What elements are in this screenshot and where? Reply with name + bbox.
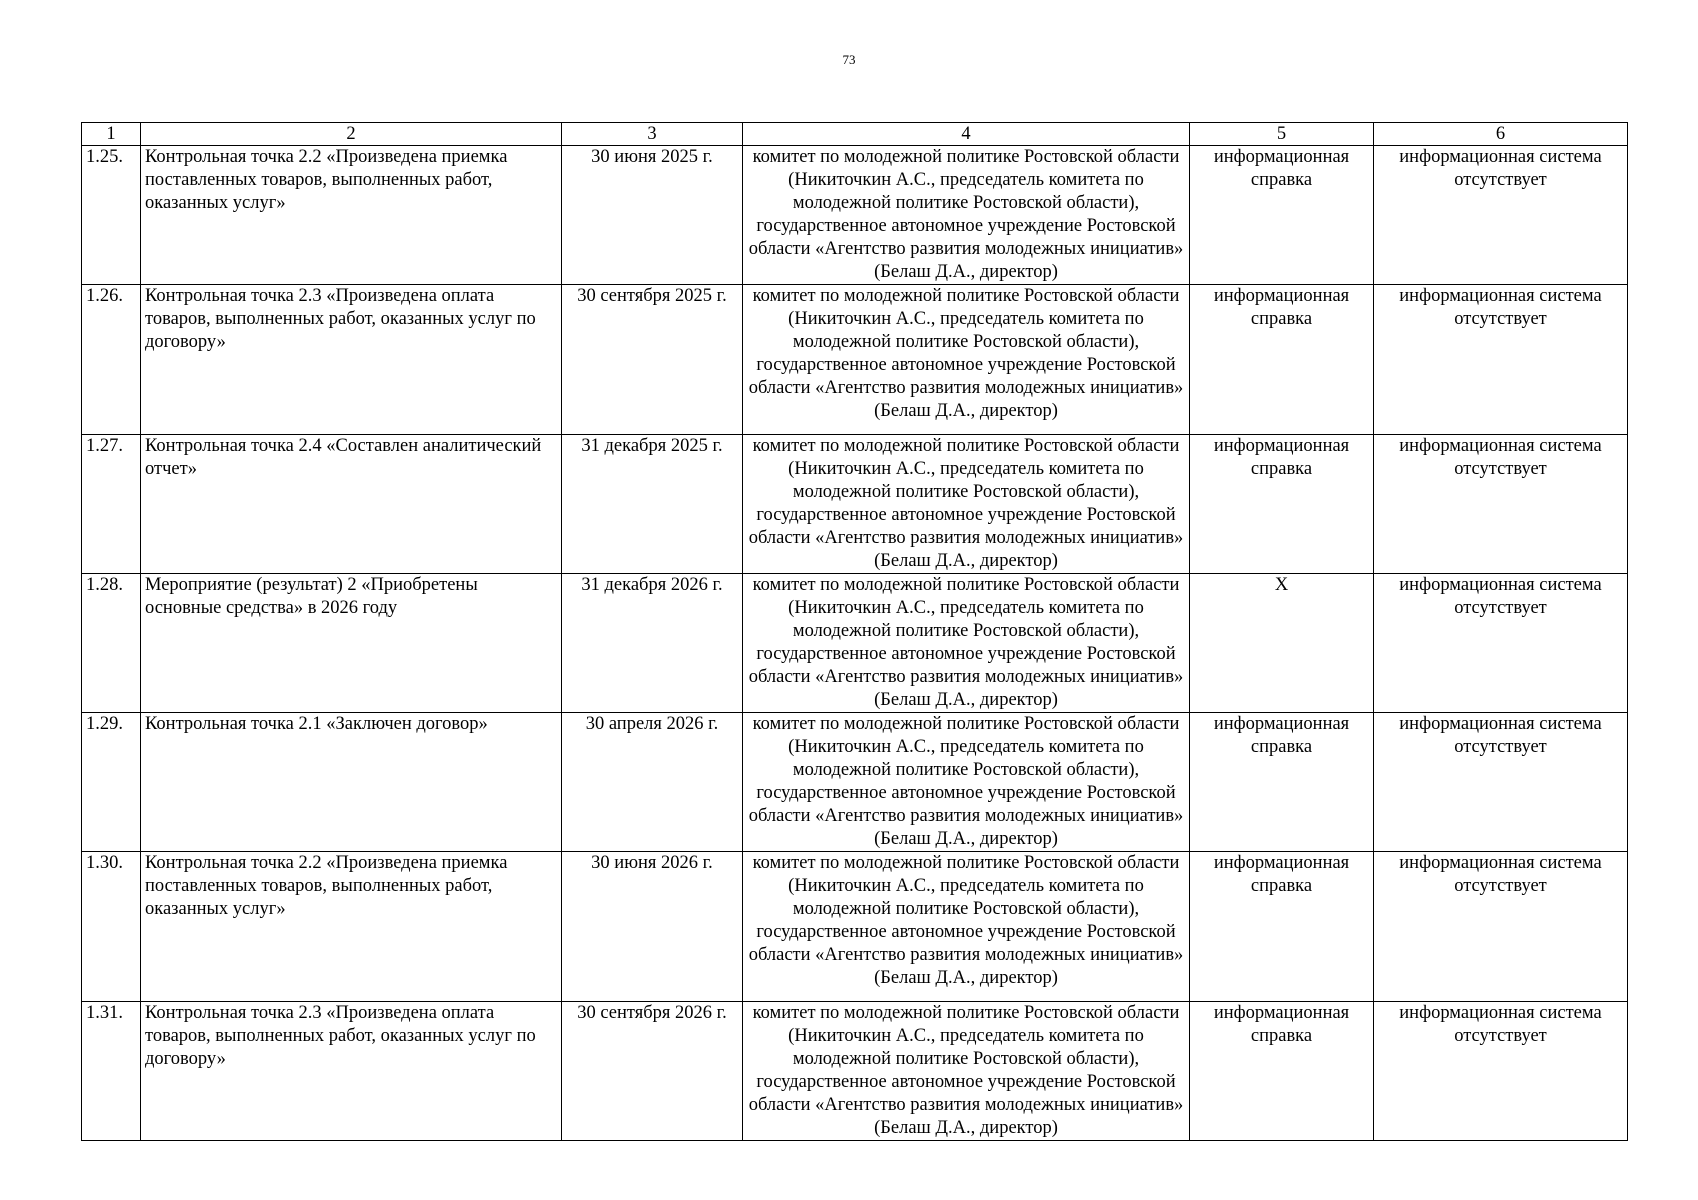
row-responsible: комитет по молодежной политике Ростовской области (Никиточкин А.С., председатель комитета по молодежной политике Ростовской области), государственное автономное учреждение Ростовской области «Агентство развития молодежных инициатив» (Белаш Д.А., директор)	[743, 574, 1190, 713]
row-document: информационная справка	[1190, 713, 1374, 852]
row-document: Х	[1190, 574, 1374, 713]
table-row	[82, 574, 1628, 713]
row-date: 31 декабря 2026 г.	[562, 574, 743, 713]
row-number: 1.28.	[82, 574, 141, 713]
row-date: 30 сентября 2026 г.	[562, 1002, 743, 1141]
table-header-row	[82, 123, 1628, 146]
row-responsible: комитет по молодежной политике Ростовской области (Никиточкин А.С., председатель комитета по молодежной политике Ростовской области), государственное автономное учреждение Ростовской области «Агентство развития молодежных инициатив» (Белаш Д.А., директор)	[743, 285, 1190, 435]
column-header-1: 1	[82, 123, 141, 146]
row-name: Контрольная точка 2.3 «Произведена оплата товаров, выполненных работ, оказанных услуг по договору»	[141, 285, 562, 435]
row-responsible: комитет по молодежной политике Ростовской области (Никиточкин А.С., председатель комитета по молодежной политике Ростовской области), государственное автономное учреждение Ростовской области «Агентство развития молодежных инициатив» (Белаш Д.А., директор)	[743, 852, 1190, 1002]
table-row	[82, 285, 1628, 435]
row-document: информационная справка	[1190, 285, 1374, 435]
plan-table	[81, 122, 1628, 1141]
column-header-5: 5	[1190, 123, 1374, 146]
row-date: 30 сентября 2025 г.	[562, 285, 743, 435]
row-name: Контрольная точка 2.1 «Заключен договор»	[141, 713, 562, 852]
row-info-system: информационная система отсутствует	[1374, 852, 1628, 1002]
column-header-6: 6	[1374, 123, 1628, 146]
row-number: 1.30.	[82, 852, 141, 1002]
row-responsible: комитет по молодежной политике Ростовской области (Никиточкин А.С., председатель комитета по молодежной политике Ростовской области), государственное автономное учреждение Ростовской области «Агентство развития молодежных инициатив» (Белаш Д.А., директор)	[743, 435, 1190, 574]
row-number: 1.25.	[82, 146, 141, 285]
row-document: информационная справка	[1190, 435, 1374, 574]
column-header-2: 2	[141, 123, 562, 146]
row-name: Мероприятие (результат) 2 «Приобретены основные средства» в 2026 году	[141, 574, 562, 713]
table-row	[82, 852, 1628, 1002]
row-number: 1.31.	[82, 1002, 141, 1141]
row-info-system: информационная система отсутствует	[1374, 1002, 1628, 1141]
row-date: 31 декабря 2025 г.	[562, 435, 743, 574]
row-number: 1.29.	[82, 713, 141, 852]
row-name: Контрольная точка 2.4 «Составлен аналитический отчет»	[141, 435, 562, 574]
row-info-system: информационная система отсутствует	[1374, 285, 1628, 435]
row-info-system: информационная система отсутствует	[1374, 146, 1628, 285]
row-name: Контрольная точка 2.3 «Произведена оплата товаров, выполненных работ, оказанных услуг по договору»	[141, 1002, 562, 1141]
row-responsible: комитет по молодежной политике Ростовской области (Никиточкин А.С., председатель комитета по молодежной политике Ростовской области), государственное автономное учреждение Ростовской области «Агентство развития молодежных инициатив» (Белаш Д.А., директор)	[743, 1002, 1190, 1141]
table-row	[82, 435, 1628, 574]
table-row	[82, 146, 1628, 285]
row-document: информационная справка	[1190, 146, 1374, 285]
row-info-system: информационная система отсутствует	[1374, 713, 1628, 852]
row-number: 1.26.	[82, 285, 141, 435]
row-date: 30 апреля 2026 г.	[562, 713, 743, 852]
page-number: 73	[842, 52, 856, 67]
row-document: информационная справка	[1190, 852, 1374, 1002]
row-number: 1.27.	[82, 435, 141, 574]
row-info-system: информационная система отсутствует	[1374, 574, 1628, 713]
row-date: 30 июня 2026 г.	[562, 852, 743, 1002]
row-responsible: комитет по молодежной политике Ростовской области (Никиточкин А.С., председатель комитета по молодежной политике Ростовской области), государственное автономное учреждение Ростовской области «Агентство развития молодежных инициатив» (Белаш Д.А., директор)	[743, 146, 1190, 285]
row-name: Контрольная точка 2.2 «Произведена приемка поставленных товаров, выполненных работ, оказанных услуг»	[141, 146, 562, 285]
column-header-4: 4	[743, 123, 1190, 146]
row-info-system: информационная система отсутствует	[1374, 435, 1628, 574]
table-row	[82, 713, 1628, 852]
table-row	[82, 1002, 1628, 1141]
row-date: 30 июня 2025 г.	[562, 146, 743, 285]
row-responsible: комитет по молодежной политике Ростовской области (Никиточкин А.С., председатель комитета по молодежной политике Ростовской области), государственное автономное учреждение Ростовской области «Агентство развития молодежных инициатив» (Белаш Д.А., директор)	[743, 713, 1190, 852]
row-name: Контрольная точка 2.2 «Произведена приемка поставленных товаров, выполненных работ, оказанных услуг»	[141, 852, 562, 1002]
row-document: информационная справка	[1190, 1002, 1374, 1141]
column-header-3: 3	[562, 123, 743, 146]
